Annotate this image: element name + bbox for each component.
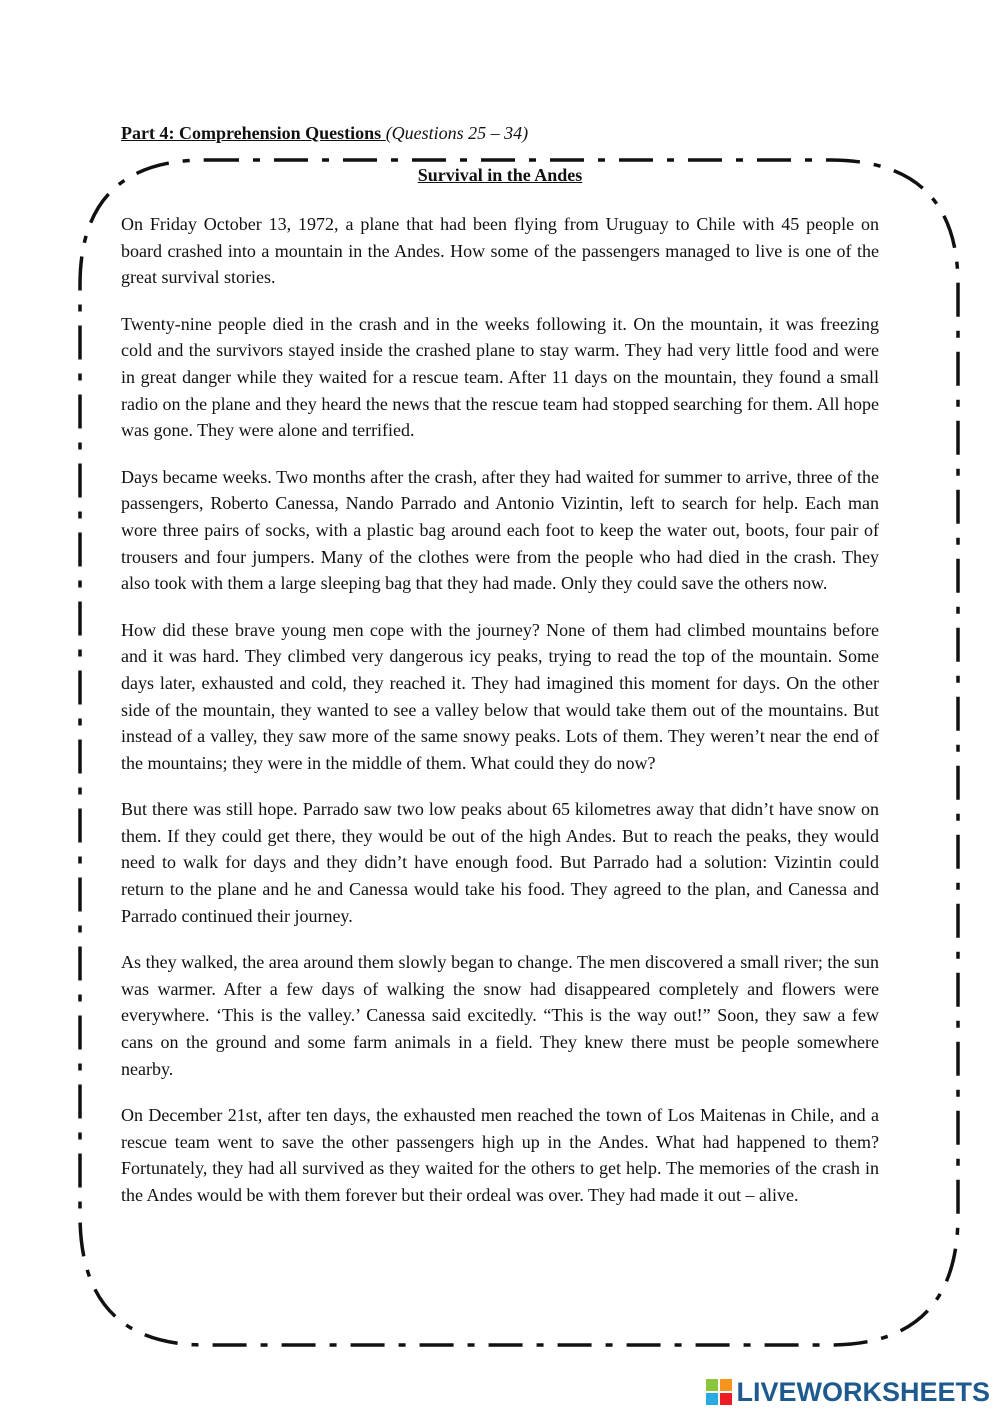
paragraph-6: As they walked, the area around them slowly began to change. The men discovered a small river; the sun was warmer. After a few days of walking the snow had disappeared completely and flowers were everywhere. ‘This is the valley.’ Canessa said excitedly. “This is the way out!” Soon, they saw a few cans on the ground and some farm animals in a field. They knew there must be people somewhere nearby. [121, 952, 879, 1079]
question-range: (Questions 25 – 34) [385, 123, 529, 143]
paragraph-7: On December 21st, after ten days, the exhausted men reached the town of Los Maitenas in Chile, and a rescue team went to save the other passengers high up in the Andes. What had happened to them? Fortunately, they had all survived as they waited for the others to get help. The memories of the crash in the Andes would be with them forever but their ordeal was over. They had made it out – alive. [121, 1105, 879, 1205]
liveworksheets-logo-icon [706, 1379, 732, 1405]
story-body [121, 211, 879, 1229]
paragraph-2: Twenty-nine people died in the crash and in the weeks following it. On the mountain, it was freezing cold and the survivors stayed inside the crashed plane to stay warm. They had very little food and were in great danger while they waited for a rescue team. After 11 days on the mountain, they found a small radio on the plane and they heard the news that the rescue team had stopped searching for them. All hope was gone. They were alone and terrified. [121, 313, 879, 441]
paragraph-5: But there was still hope. Parrado saw two low peaks about 65 kilometres away that didn’t have snow on them. If they could get there, they would be out of the high Andes. But to reach the peaks, they would need to walk for days and they didn’t have enough food. But Parrado had a solution: Vizintin could return to the plane and he and Canessa would take his food. They agreed to the plan, and Canessa and Parrado continued their journey. [121, 799, 879, 926]
logo-text: LIVEWORKSHEETS [736, 1376, 990, 1407]
paragraph-1: On Friday October 13, 1972, a plane that had been flying from Uruguay to Chile with 45 people on board crashed into a mountain in the Andes. How some of the passengers managed to live is one of the great survival stories. [121, 214, 879, 288]
story-title: Survival in the Andes [417, 165, 583, 185]
paragraph-4: How did these brave young men cope with the journey? None of them had climbed mountains before and it was hard. They climbed very dangerous icy peaks, trying to read the top of the mountain. Some days later, exhausted and cold, they reached it. They had imagined this moment for days. On the other side of the mountain, they wanted to see a valley below that would take them out of the mountains. But instead of a valley, they saw more of the same snowy peaks. Lots of them. They weren’t near the end of the mountains; they were in the middle of them. What could they do now? [121, 619, 879, 773]
part-label: Part 4: Comprehension Questions [121, 123, 386, 143]
section-heading [121, 121, 528, 145]
liveworksheets-logo [706, 1377, 990, 1407]
paragraph-3: Days became weeks. Two months after the crash, after they had waited for summer to arrive, three of the passengers, Roberto Canessa, Nando Parrado and Antonio Vizintin, left to search for help. Each man wore three pairs of socks, with a plastic bag around each foot to keep the water out, boots, four pair of trousers and four jumpers. Many of the clothes were from the people who had died in the crash. They also took with them a large sleeping bag that they had made. Only they could save the others now. [121, 466, 879, 594]
